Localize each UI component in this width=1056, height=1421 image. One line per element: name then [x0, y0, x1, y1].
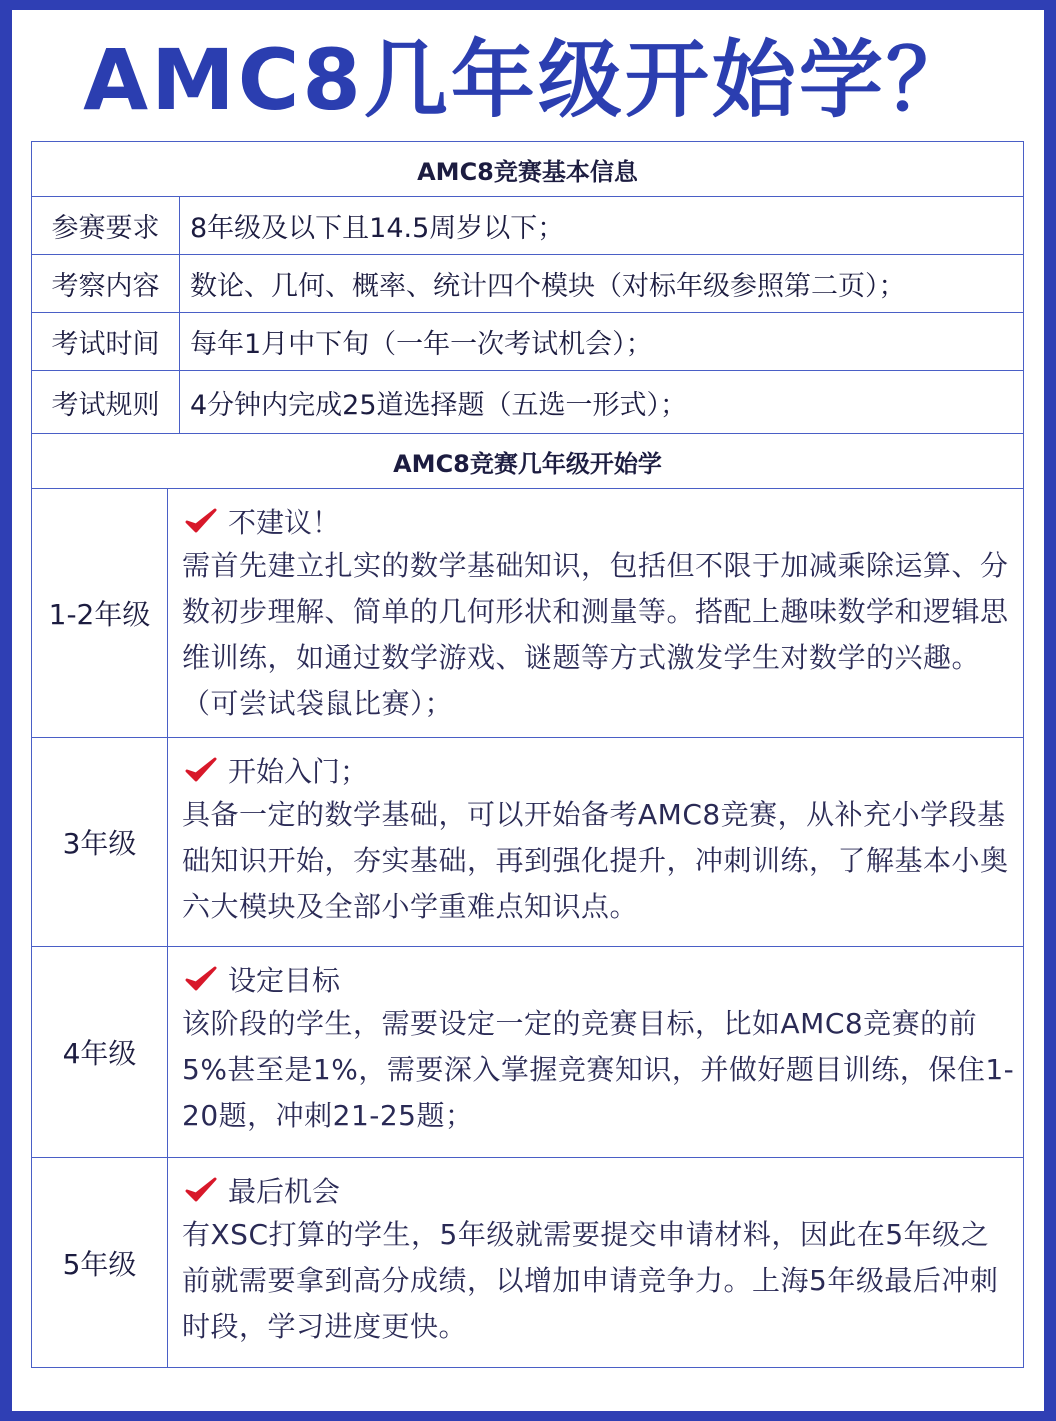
page-title: AMC8几年级开始学？ — [83, 31, 973, 129]
grade-label-1-2: 1-2年级 — [32, 489, 168, 738]
check-mark-icon — [184, 506, 218, 536]
row-value-content: 数论、几何、概率、统计四个模块（对标年级参照第二页）； — [180, 255, 1024, 313]
row-label-exam-time: 考试时间 — [32, 313, 180, 371]
row-label-exam-rules: 考试规则 — [32, 371, 180, 434]
grade-headline: 设定目标 — [228, 964, 341, 997]
grade-desc-3 — [168, 738, 1024, 947]
grade-desc-4 — [168, 947, 1024, 1158]
section-header-grades: AMC8竞赛几年级开始学 — [32, 434, 1024, 489]
grade-body-text: 需首先建立扎实的数学基础知识，包括但不限于加减乘除运算、分数初步理解、简单的几何形状和测量等。搭配上趣味数学和逻辑思维训练，如通过数学游戏、谜题等方式激发学生对数学的兴趣。（可尝试袋鼠比赛）； — [182, 549, 1009, 720]
grade-label-4: 4年级 — [32, 947, 168, 1158]
grade-headline-row — [182, 1168, 1017, 1212]
grade-body-text: 该阶段的学生，需要设定一定的竞赛目标，比如AMC8竞赛的前5%甚至是1%，需要深入掌握竞赛知识，并做好题目训练，保住1-20题，冲刺21-25题； — [182, 1007, 1015, 1132]
row-value-requirement: 8年级及以下且14.5周岁以下； — [180, 197, 1024, 255]
row-label-requirement: 参赛要求 — [32, 197, 180, 255]
row-value-exam-rules: 4分钟内完成25道选择题（五选一形式）； — [180, 371, 1024, 434]
grade-headline-row — [182, 499, 1017, 543]
grade-label-5: 5年级 — [32, 1158, 168, 1368]
grade-headline-row — [182, 748, 1017, 792]
grade-body-text: 具备一定的数学基础，可以开始备考AMC8竞赛，从补充小学段基础知识开始，夯实基础，再到强化提升，冲刺训练，了解基本小奥六大模块及全部小学重难点知识点。 — [182, 798, 1009, 923]
grade-desc-5 — [168, 1158, 1024, 1368]
grade-headline-row — [182, 957, 1017, 1001]
check-mark-icon — [184, 755, 218, 785]
row-label-content: 考察内容 — [32, 255, 180, 313]
grade-headline: 最后机会 — [228, 1175, 341, 1208]
info-table — [31, 141, 1024, 1368]
section-header-basic-info: AMC8竞赛基本信息 — [32, 142, 1024, 197]
grade-body-text: 有XSC打算的学生，5年级就需要提交申请材料，因此在5年级之前就需要拿到高分成绩，以增加申请竞争力。上海5年级最后冲刺时段，学习进度更快。 — [182, 1218, 999, 1343]
poster-card — [12, 10, 1044, 1411]
grade-label-3: 3年级 — [32, 738, 168, 947]
row-value-exam-time: 每年1月中下旬（一年一次考试机会）； — [180, 313, 1024, 371]
grade-desc-1-2 — [168, 489, 1024, 738]
grade-headline: 开始入门； — [228, 755, 369, 788]
grade-headline: 不建议！ — [228, 506, 341, 539]
check-mark-icon — [184, 1175, 218, 1205]
check-mark-icon — [184, 964, 218, 994]
